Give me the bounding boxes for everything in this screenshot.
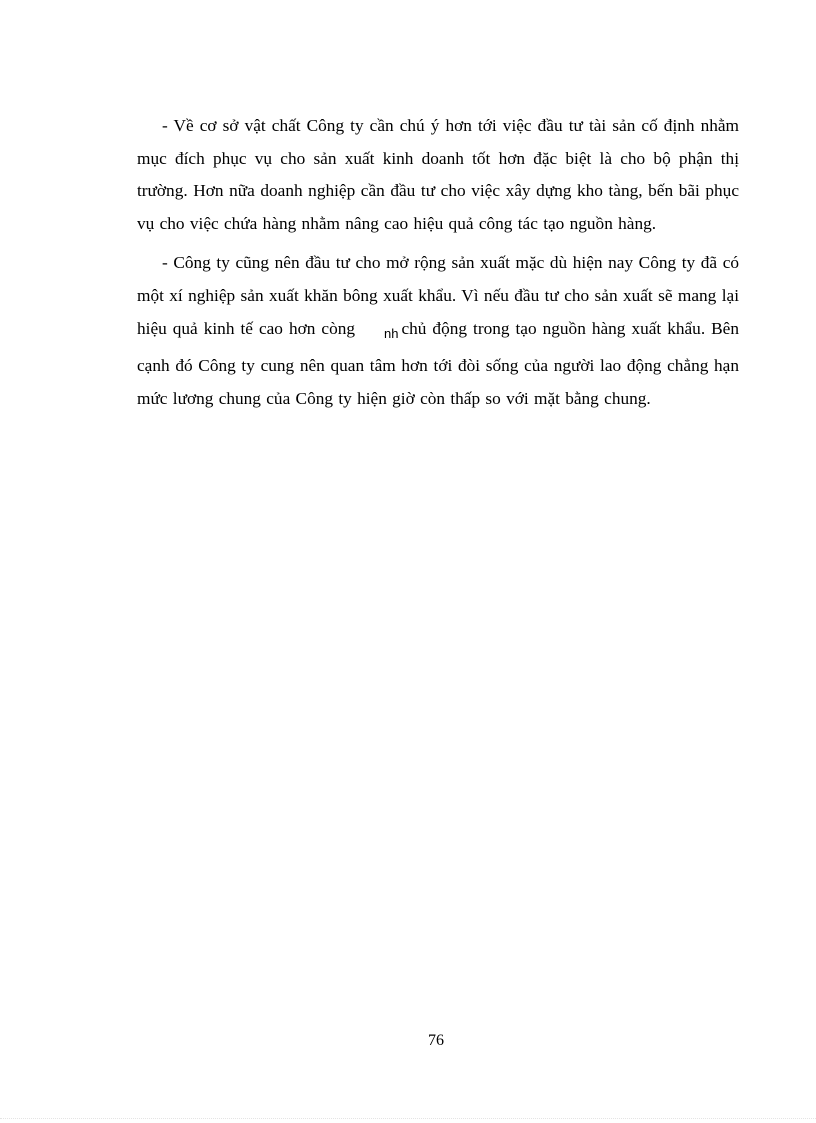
paragraph-production [137, 247, 739, 415]
inline-fragment: nh [384, 325, 399, 341]
paragraph-production-text-after: chủ động trong tạo nguồn hàng xuất khẩu. Bên cạnh đó Công ty cung nên quan tâm hơn tới đòi sống của người lao động chẳng hạn mức lương chung của Công ty hiện giờ còn thấp so với mặt bằng chung. [137, 318, 739, 408]
paragraph-production-text-before: - Công ty cũng nên đầu tư cho mở rộng sản xuất mặc dù hiện nay Công ty đã có một xí nghiệp sản xuất khăn bông xuất khẩu. Vì nếu đầu tư cho sản xuất sẽ mang lại hiệu quả kinh tế cao hơn còng [137, 253, 739, 338]
paragraph-facilities: - Về cơ sở vật chất Công ty cần chú ý hơn tới việc đầu tư tài sản cố định nhằm mục đích phục vụ cho sản xuất kinh doanh tốt hơn đặc biệt là cho bộ phận thị trường. Hơn nữa doanh nghiệp cần đầu tư cho việc xây dựng kho tàng, bến bãi phục vụ cho việc chứa hàng nhằm nâng cao hiệu quả công tác tạo nguồn hàng. [137, 116, 739, 233]
page-number: 76 [428, 1032, 444, 1049]
page-bottom-divider [0, 1118, 816, 1119]
body-text [137, 110, 739, 422]
